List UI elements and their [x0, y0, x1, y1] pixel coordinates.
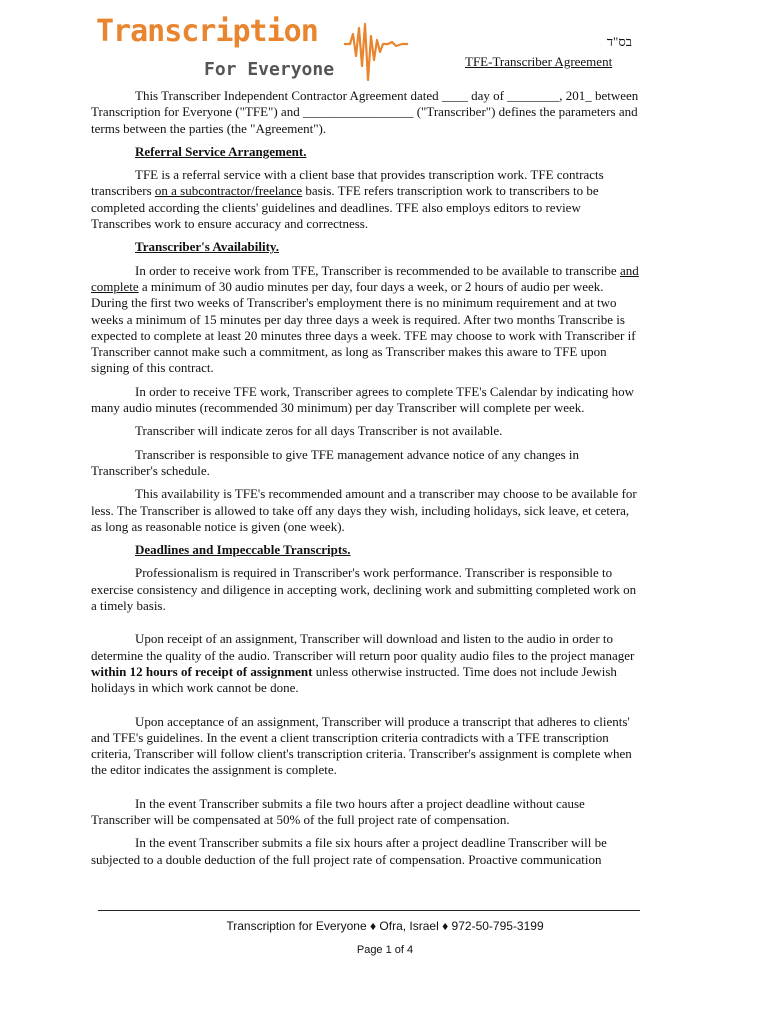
bold-text: within 12 hours of receipt of assignment [91, 663, 313, 679]
text-run: TFE is a referral service with a client base that provides transcription work. TFE contracts transcribers [91, 167, 604, 199]
intro-paragraph: This Transcriber Independent Contractor Agreement dated ____ day of ________, 201_ between Transcription for Everyone ("TFE") and _________________ ("Transcriber") defines the parameters and terms between the parties (the "Agreement"). [91, 88, 639, 136]
text-run: a minimum of 30 audio minutes per day, four days a week, or 2 hours of audio per week. During the first two weeks of Transcriber's employment there is no minimum requirement and at two weeks a minimum of 15 minutes per day three days a week is required. After two months Transcribe is expected to complete at least 20 minutes three days a week. TFE may choose to work with Transcriber if Transcriber cannot make such a commitment, as long as Transcriber makes this aware to TFE upon signing of this contract. [91, 278, 636, 376]
availability-paragraph-3: Transcriber will indicate zeros for all days Transcriber is not available. [135, 423, 503, 439]
text-run: basis. TFE refers transcription work to transcribers to be completed according the clients' guidelines and deadlines. TFE also employs editors to review Transcribes work to ensure accuracy and correctness. [91, 183, 599, 232]
logo-title: Transcription [96, 14, 318, 49]
section-heading-availability: Transcriber's Availability. [135, 239, 279, 255]
soundwave-icon [344, 22, 408, 86]
document-title: TFE-Transcriber Agreement [465, 54, 613, 69]
footer-divider [98, 910, 640, 911]
page-number: Page 1 of 4 [356, 944, 414, 956]
deadlines-paragraph-4: In the event Transcriber submits a file two hours after a project deadline without cause Transcriber will be compensated at 50% of the full project rate of compensation. [91, 795, 585, 827]
deadlines-paragraph-1: Professionalism is required in Transcriber's work performance. Transcriber is responsible to exercise consistency and diligence in accepting work, declining work and submitting completed work on a timely basis. [91, 565, 637, 614]
text-run: unless otherwise instructed. Time does not include Jewish holidays in which work cannot be done. [91, 663, 617, 696]
section-heading-deadlines: Deadlines and Impeccable Transcripts. [135, 542, 351, 558]
logo-subtitle: For Everyone [204, 59, 335, 80]
availability-paragraph-2: In order to receive TFE work, Transcriber agrees to complete TFE's Calendar by indicating how many audio minutes (recommended 30 minimum) per day Transcriber will complete per week. [91, 383, 634, 416]
referral-paragraph [91, 167, 641, 232]
hebrew-mark: בס"ד [606, 34, 632, 49]
underlined-text: on a subcontractor/freelance [154, 183, 303, 199]
agreement-body [91, 88, 641, 875]
text-run: Upon receipt of an assignment, Transcriber will download and listen to the audio in order to determine the quality of the audio. Transcriber will return poor quality audio files to the project manager [91, 631, 635, 663]
availability-paragraph-5: This availability is TFE's recommended amount and a transcriber may choose to be available for less. The Transcriber is allowed to take off any days they wish, including holidays, sick leave, et cetera, as long as reasonable notice is given (one week). [91, 486, 637, 534]
footer-contact: Transcription for Everyone ♦ Ofra, Israel ♦ 972-50-795-3199 [226, 919, 544, 933]
deadlines-paragraph-5: In the event Transcriber submits a file six hours after a project deadline Transcriber will be subjected to a double deduction of the full project rate of compensation. Proactive communication [91, 835, 607, 867]
underlined-text: and complete [91, 262, 639, 294]
text-run: In order to receive work from TFE, Transcriber is recommended to be available to transcribe [135, 262, 620, 278]
company-logo [96, 14, 416, 92]
deadlines-paragraph-3: Upon acceptance of an assignment, Transcriber will produce a transcript that adheres to clients' and TFE's guidelines. In the event a client transcription criteria contradicts with a TFE transcription criteria, Transcriber will follow client's transcription criteria. Transcriber's assignment is complete when the editor indicates the assignment is complete. [91, 713, 632, 778]
availability-paragraph-4: Transcriber is responsible to give TFE management advance notice of any changes in Transcriber's schedule. [91, 446, 580, 478]
section-heading-referral: Referral Service Arrangement. [135, 143, 307, 159]
deadlines-paragraph-2 [91, 631, 641, 696]
availability-paragraph-1 [91, 263, 641, 377]
